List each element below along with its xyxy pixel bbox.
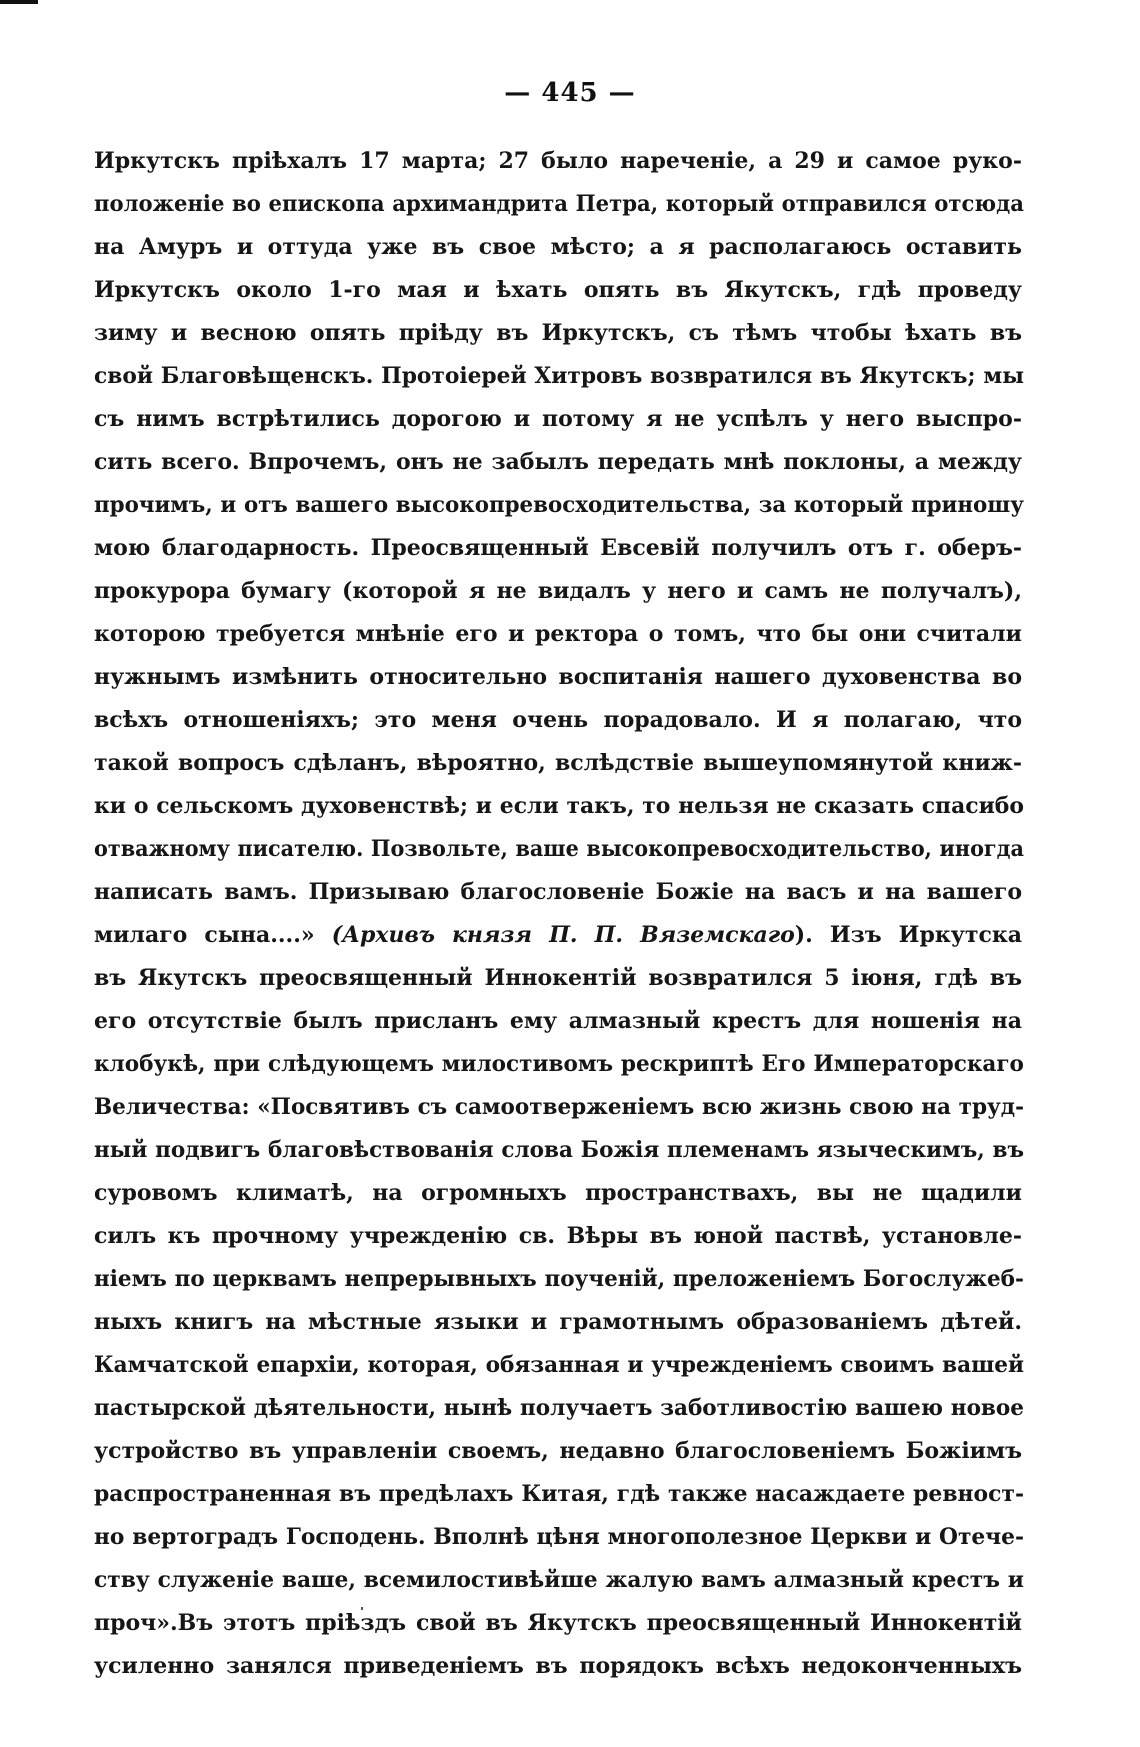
text-line: свой Благовѣщенскъ. Протоіерей Хитровъ возвратился въ Якутскъ; мы: [94, 363, 1024, 389]
text-line: сить всего. Впрочемъ, онъ не забылъ передать мнѣ поклоны, а между: [94, 449, 1022, 475]
text-line: съ нимъ встрѣтились дорогою и потому я не успѣлъ у него выспро-: [94, 406, 1022, 432]
text-line: отважному писателю. Позвольте, ваше высокопревосходительство, иногда: [94, 836, 1024, 862]
text-line: ніемъ по церквамъ непрерывныхъ поученій, преложеніемъ Богослужеб-: [94, 1266, 1024, 1292]
text-line: проч».Въ этотъ пріѣздъ свой въ Якутскъ преосвященный Иннокентій: [94, 1610, 1022, 1636]
text-line-citation: [94, 914, 1022, 957]
text-line: нужнымъ измѣнить относительно воспитанія нашего духовенства во: [94, 664, 1022, 690]
citation-lead: милаго сына....»: [94, 922, 332, 948]
text-line: ки о сельскомъ духовенствѣ; и если такъ, то нельзя не сказать спасибо: [94, 793, 1024, 819]
text-line: клобукѣ, при слѣдующемъ милостивомъ рескриптѣ Его Императорскаго: [94, 1051, 1024, 1077]
text-line: такой вопросъ сдѣланъ, вѣроятно, вслѣдствіе вышеупомянутой книж-: [94, 750, 1022, 776]
text-line: прочимъ, и отъ вашего высокопревосходительства, за который приношу: [94, 492, 1024, 518]
text-line: ныхъ книгъ на мѣстные языки и грамотнымъ образованіемъ дѣтей.: [94, 1309, 1022, 1335]
text-line: положеніе во епископа архимандрита Петра, который отправился отсюда: [94, 191, 1024, 217]
text-line: пастырской дѣятельности, нынѣ получаетъ заботливостію вашею новое: [94, 1395, 1024, 1421]
text-line: прокурора бумагу (которой я не видалъ у него и самъ не получалъ),: [94, 578, 1022, 604]
body-text: [94, 140, 1025, 1688]
text-line: силъ къ прочному учрежденію св. Вѣры въ юной паствѣ, установле-: [94, 1223, 1022, 1249]
text-line: всѣхъ отношеніяхъ; это меня очень порадовало. И я полагаю, что: [94, 707, 1022, 733]
text-line: зиму и весною опять пріѣду въ Иркутскъ, съ тѣмъ чтобы ѣхать въ: [94, 320, 1022, 346]
text-line: въ Якутскъ преосвященный Иннокентій возвратился 5 іюня, гдѣ въ: [94, 965, 1022, 991]
page-number: — 445 —: [504, 78, 636, 108]
text-line: но вертоградъ Господень. Вполнѣ цѣня многополезное Церкви и Отече-: [94, 1524, 1025, 1550]
text-line: Иркутскъ около 1-го мая и ѣхать опять въ Якутскъ, гдѣ проведу: [94, 277, 1022, 303]
text-line: его отсутствіе былъ присланъ ему алмазный крестъ для ношенія на: [94, 1008, 1022, 1034]
text-line: усиленно занялся приведеніемъ въ порядокъ всѣхъ недоконченныхъ: [94, 1653, 1022, 1679]
text-line: распространенная въ предѣлахъ Китая, гдѣ также насаждаете ревност-: [94, 1481, 1025, 1507]
citation-source: (Архивъ князя П. П. Вяземскаго: [331, 922, 795, 948]
text-line: суровомъ климатѣ, на огромныхъ пространствахъ, вы не щадили: [94, 1180, 1022, 1206]
text-line: Камчатской епархіи, которая, обязанная и учрежденіемъ своимъ вашей: [94, 1352, 1025, 1378]
text-line: которою требуется мнѣніе его и ректора о томъ, что бы они считали: [94, 621, 1022, 647]
text-line: ству служеніе ваше, всемилостивѣйше жалую вамъ алмазный крестъ и: [94, 1567, 1024, 1593]
text-line: ный подвигъ благовѣствованія слова Божія племенамъ языческимъ, въ: [94, 1137, 1024, 1163]
text-line: устройство въ управленіи своемъ, недавно благословеніемъ Божіимъ: [94, 1438, 1022, 1464]
text-line: Иркутскъ пріѣхалъ 17 марта; 27 было нареченіе, а 29 и самое руко-: [94, 148, 1022, 174]
text-line: мою благодарность. Преосвященный Евсевій получилъ отъ г. оберъ-: [94, 535, 1022, 561]
citation-tail: ). Изъ Иркутска: [794, 922, 1022, 948]
text-line: Величества: «Посвятивъ съ самоотверженіемъ всю жизнь свою на труд-: [94, 1094, 1024, 1120]
print-speck: [361, 1607, 363, 1610]
text-line: написать вамъ. Призываю благословеніе Божіе на васъ и на вашего: [94, 879, 1022, 905]
text-line: на Амуръ и оттуда уже въ свое мѣсто; а я располагаюсь оставить: [94, 234, 1022, 260]
corner-mark: [0, 0, 38, 4]
